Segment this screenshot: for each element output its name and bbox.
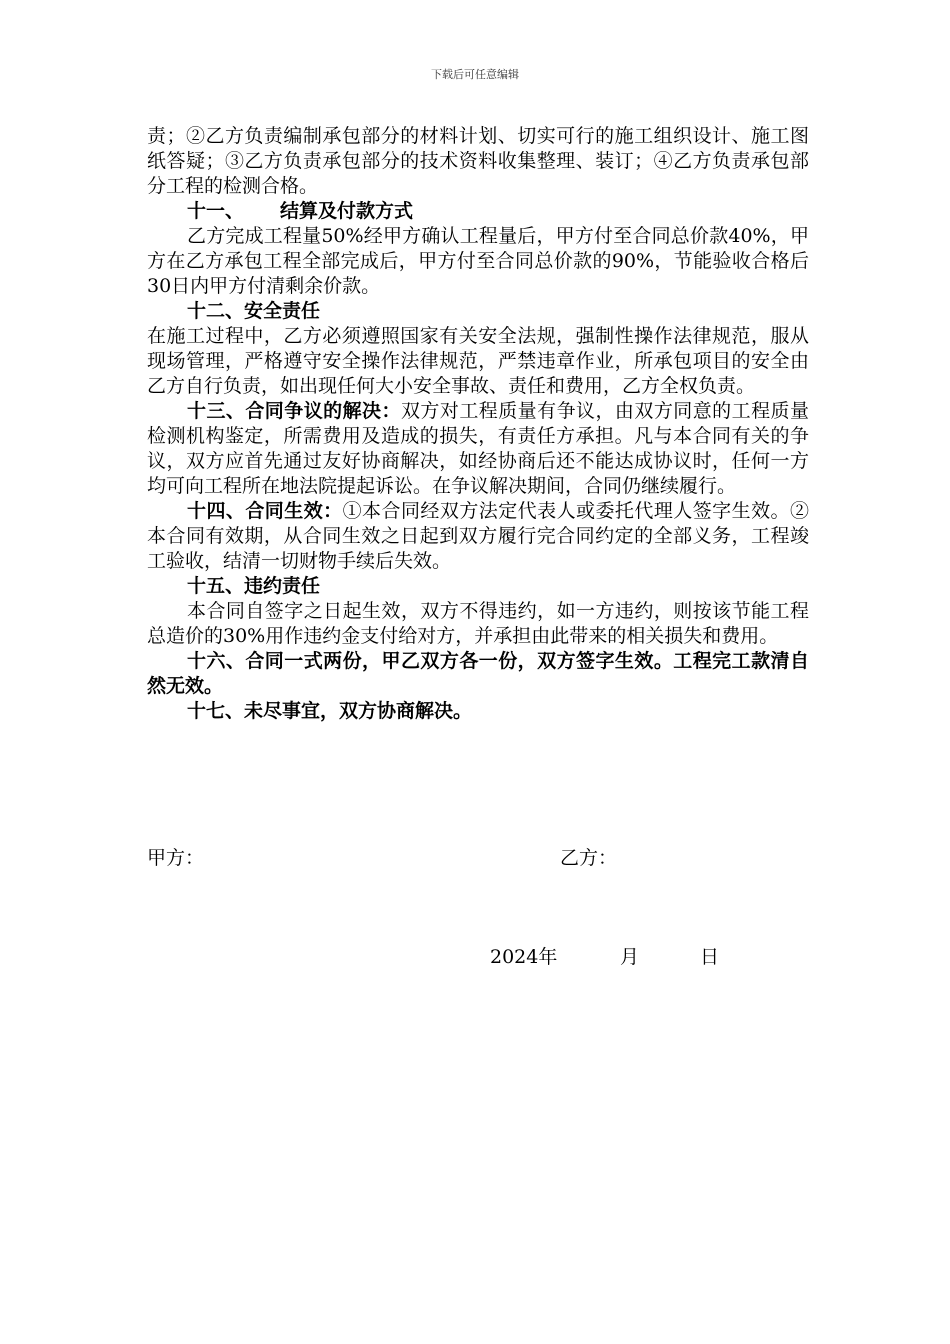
section-12-body: 在施工过程中，乙方必须遵照国家有关安全法规，强制性操作法律规范，服从现场管理，严格遵守安全操作法律规范，严禁违章作业，所承包项目的安全由乙方自行负责，如出现任何大小安全事故、责任和费用，乙方全权负责。: [147, 325, 809, 397]
intro-paragraph: 责；②乙方负责编制承包部分的材料计划、切实可行的施工组织设计、施工图纸答疑；③乙方负责承包部分的技术资料收集整理、装订；④乙方负责承包部分工程的检测合格。: [147, 125, 809, 197]
section-11-heading: [147, 199, 809, 224]
date-month: 月: [620, 946, 640, 968]
section-13-heading: 十三、合同争议的解决：: [187, 400, 401, 422]
party-b-signature: 乙方：: [560, 847, 618, 869]
section-17: 十七、未尽事宜，双方协商解决。: [187, 700, 473, 722]
page-header: 下载后可任意编辑: [431, 68, 519, 81]
section-11-body: 乙方完成工程量50%经甲方确认工程量后，甲方付至合同总价款40%，甲方在乙方承包工程全部完成后，甲方付至合同总价款的90%，节能验收合格后30日内甲方付清剩余价款。: [147, 225, 809, 297]
section-11-title: 结算及付款方式: [280, 200, 414, 222]
date-day: 日: [700, 946, 720, 968]
section-15-body: 本合同自签字之日起生效，双方不得违约，如一方违约，则按该节能工程总造价的30%用作违约金支付给对方，并承担由此带来的相关损失和费用。: [147, 600, 809, 647]
section-14-heading: 十四、合同生效：: [187, 500, 343, 522]
section-13: [147, 399, 809, 499]
signing-date: [490, 945, 719, 970]
section-14: [147, 499, 809, 574]
date-year: 2024年: [490, 946, 558, 968]
section-11-number: 十一、: [187, 200, 245, 222]
section-15-heading: 十五、违约责任: [187, 575, 321, 597]
contract-body: [147, 124, 809, 724]
section-13-body: 双方对工程质量有争议，由双方同意的工程质量检测机构鉴定，所需费用及造成的损失，有责任方承担。凡与本合同有关的争议，双方应首先通过友好协商解决，如经协商后还不能达成协议时，任何一方均可向工程所在地法院提起诉讼。在争议解决期间，合同仍继续履行。: [147, 400, 809, 497]
party-a-signature: 甲方：: [147, 847, 205, 869]
section-16: 十六、合同一式两份，甲乙双方各一份，双方签字生效。工程完工款清自然无效。: [147, 650, 809, 697]
section-12-heading: 十二、安全责任: [187, 300, 321, 322]
section-14-body: ①本合同经双方法定代表人或委托代理人签字生效。②本合同有效期，从合同生效之日起到双方履行完合同约定的全部义务，工程竣工验收，结清一切财物手续后失效。: [147, 500, 809, 572]
